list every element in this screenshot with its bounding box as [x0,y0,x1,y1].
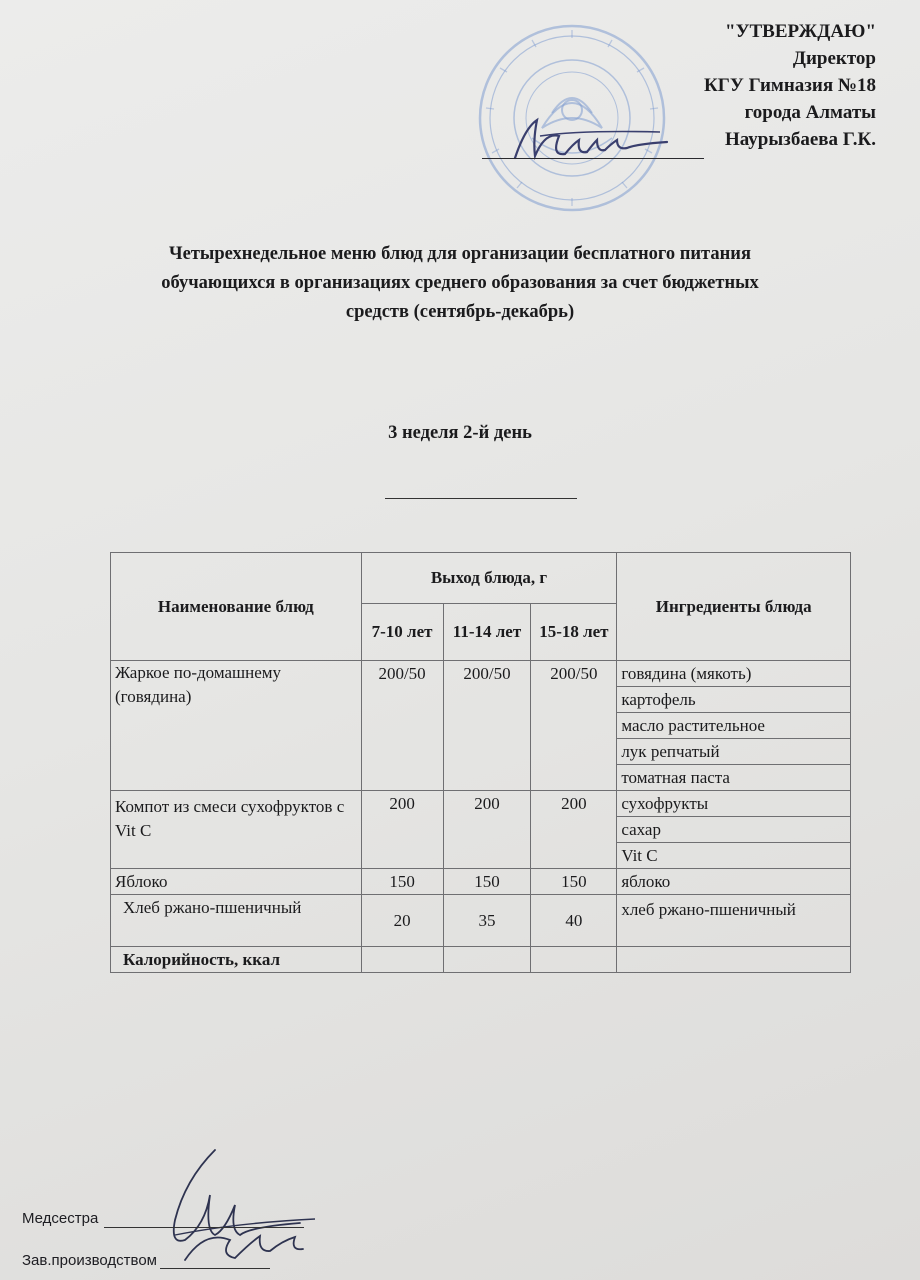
dish-value: 150 [361,869,443,895]
table-row [111,895,851,947]
dish-name: Хлеб ржано-пшеничный [111,895,362,947]
ingredient: яблоко [617,869,851,895]
ingredient: говядина (мякоть) [617,661,851,687]
header-ingredients: Ингредиенты блюда [617,553,851,661]
title-line: обучающихся в организациях среднего образования за счет бюджетных [161,273,759,293]
nurse-signature-line [104,1227,304,1228]
header-dish-name: Наименование блюд [111,553,362,661]
ingredient: сухофрукты [617,791,851,817]
approval-city: города Алматы [744,102,876,123]
ingredient: лук репчатый [617,739,851,765]
ingredient: сахар [617,817,851,843]
blank-underline [385,498,577,499]
header-age-11-14: 11-14 лет [443,604,531,661]
dish-value: 200 [531,791,617,869]
dish-name: Жаркое по-домашнему (говядина) [111,661,362,791]
dish-value: 35 [443,895,531,947]
ingredient: хлеб ржано-пшеничный [617,895,851,947]
week-day-label: 3 неделя 2-й день [388,423,532,443]
title-line: Четырехнедельное меню блюд для организации бесплатного питания [169,244,751,264]
approval-director-name: Наурызбаева Г.К. [724,129,876,150]
dish-value: 150 [531,869,617,895]
director-signature-line [482,158,704,159]
ingredient: масло растительное [617,713,851,739]
header-age-15-18: 15-18 лет [531,604,617,661]
approval-block [704,18,876,153]
dish-value: 150 [443,869,531,895]
dish-value: 200/50 [361,661,443,791]
header-output: Выход блюда, г [361,553,617,604]
ingredient: Vit C [617,843,851,869]
document-title [80,240,840,327]
dish-name: Компот из смеси сухофруктов с Vit C [111,791,362,869]
nurse-label: Медсестра [22,1210,99,1227]
ingredient: картофель [617,687,851,713]
dish-value: 200 [443,791,531,869]
director-signature-icon [500,110,700,170]
table-row [111,661,851,687]
dish-value: 200/50 [531,661,617,791]
calories-value-empty [531,947,617,973]
table-row [111,869,851,895]
title-line: средств (сентябрь-декабрь) [345,302,575,322]
dish-value: 20 [361,895,443,947]
calories-value-empty [617,947,851,973]
calories-row [111,947,851,973]
dish-value: 200/50 [443,661,531,791]
calories-value-empty [443,947,531,973]
production-signature-line [160,1268,270,1269]
menu-table [110,552,851,973]
table-row [111,791,851,817]
approval-organization: КГУ Гимназия №18 [704,75,876,96]
table-header-row [111,553,851,604]
dish-name: Яблоко [111,869,362,895]
dish-value: 200 [361,791,443,869]
production-manager-label: Зав.производством [22,1252,157,1269]
dish-value: 40 [531,895,617,947]
calories-label: Калорийность, ккал [111,947,362,973]
approval-heading: "УТВЕРЖДАЮ" [725,21,876,42]
calories-value-empty [361,947,443,973]
header-age-7-10: 7-10 лет [361,604,443,661]
approval-position: Директор [792,48,876,69]
ingredient: томатная паста [617,765,851,791]
